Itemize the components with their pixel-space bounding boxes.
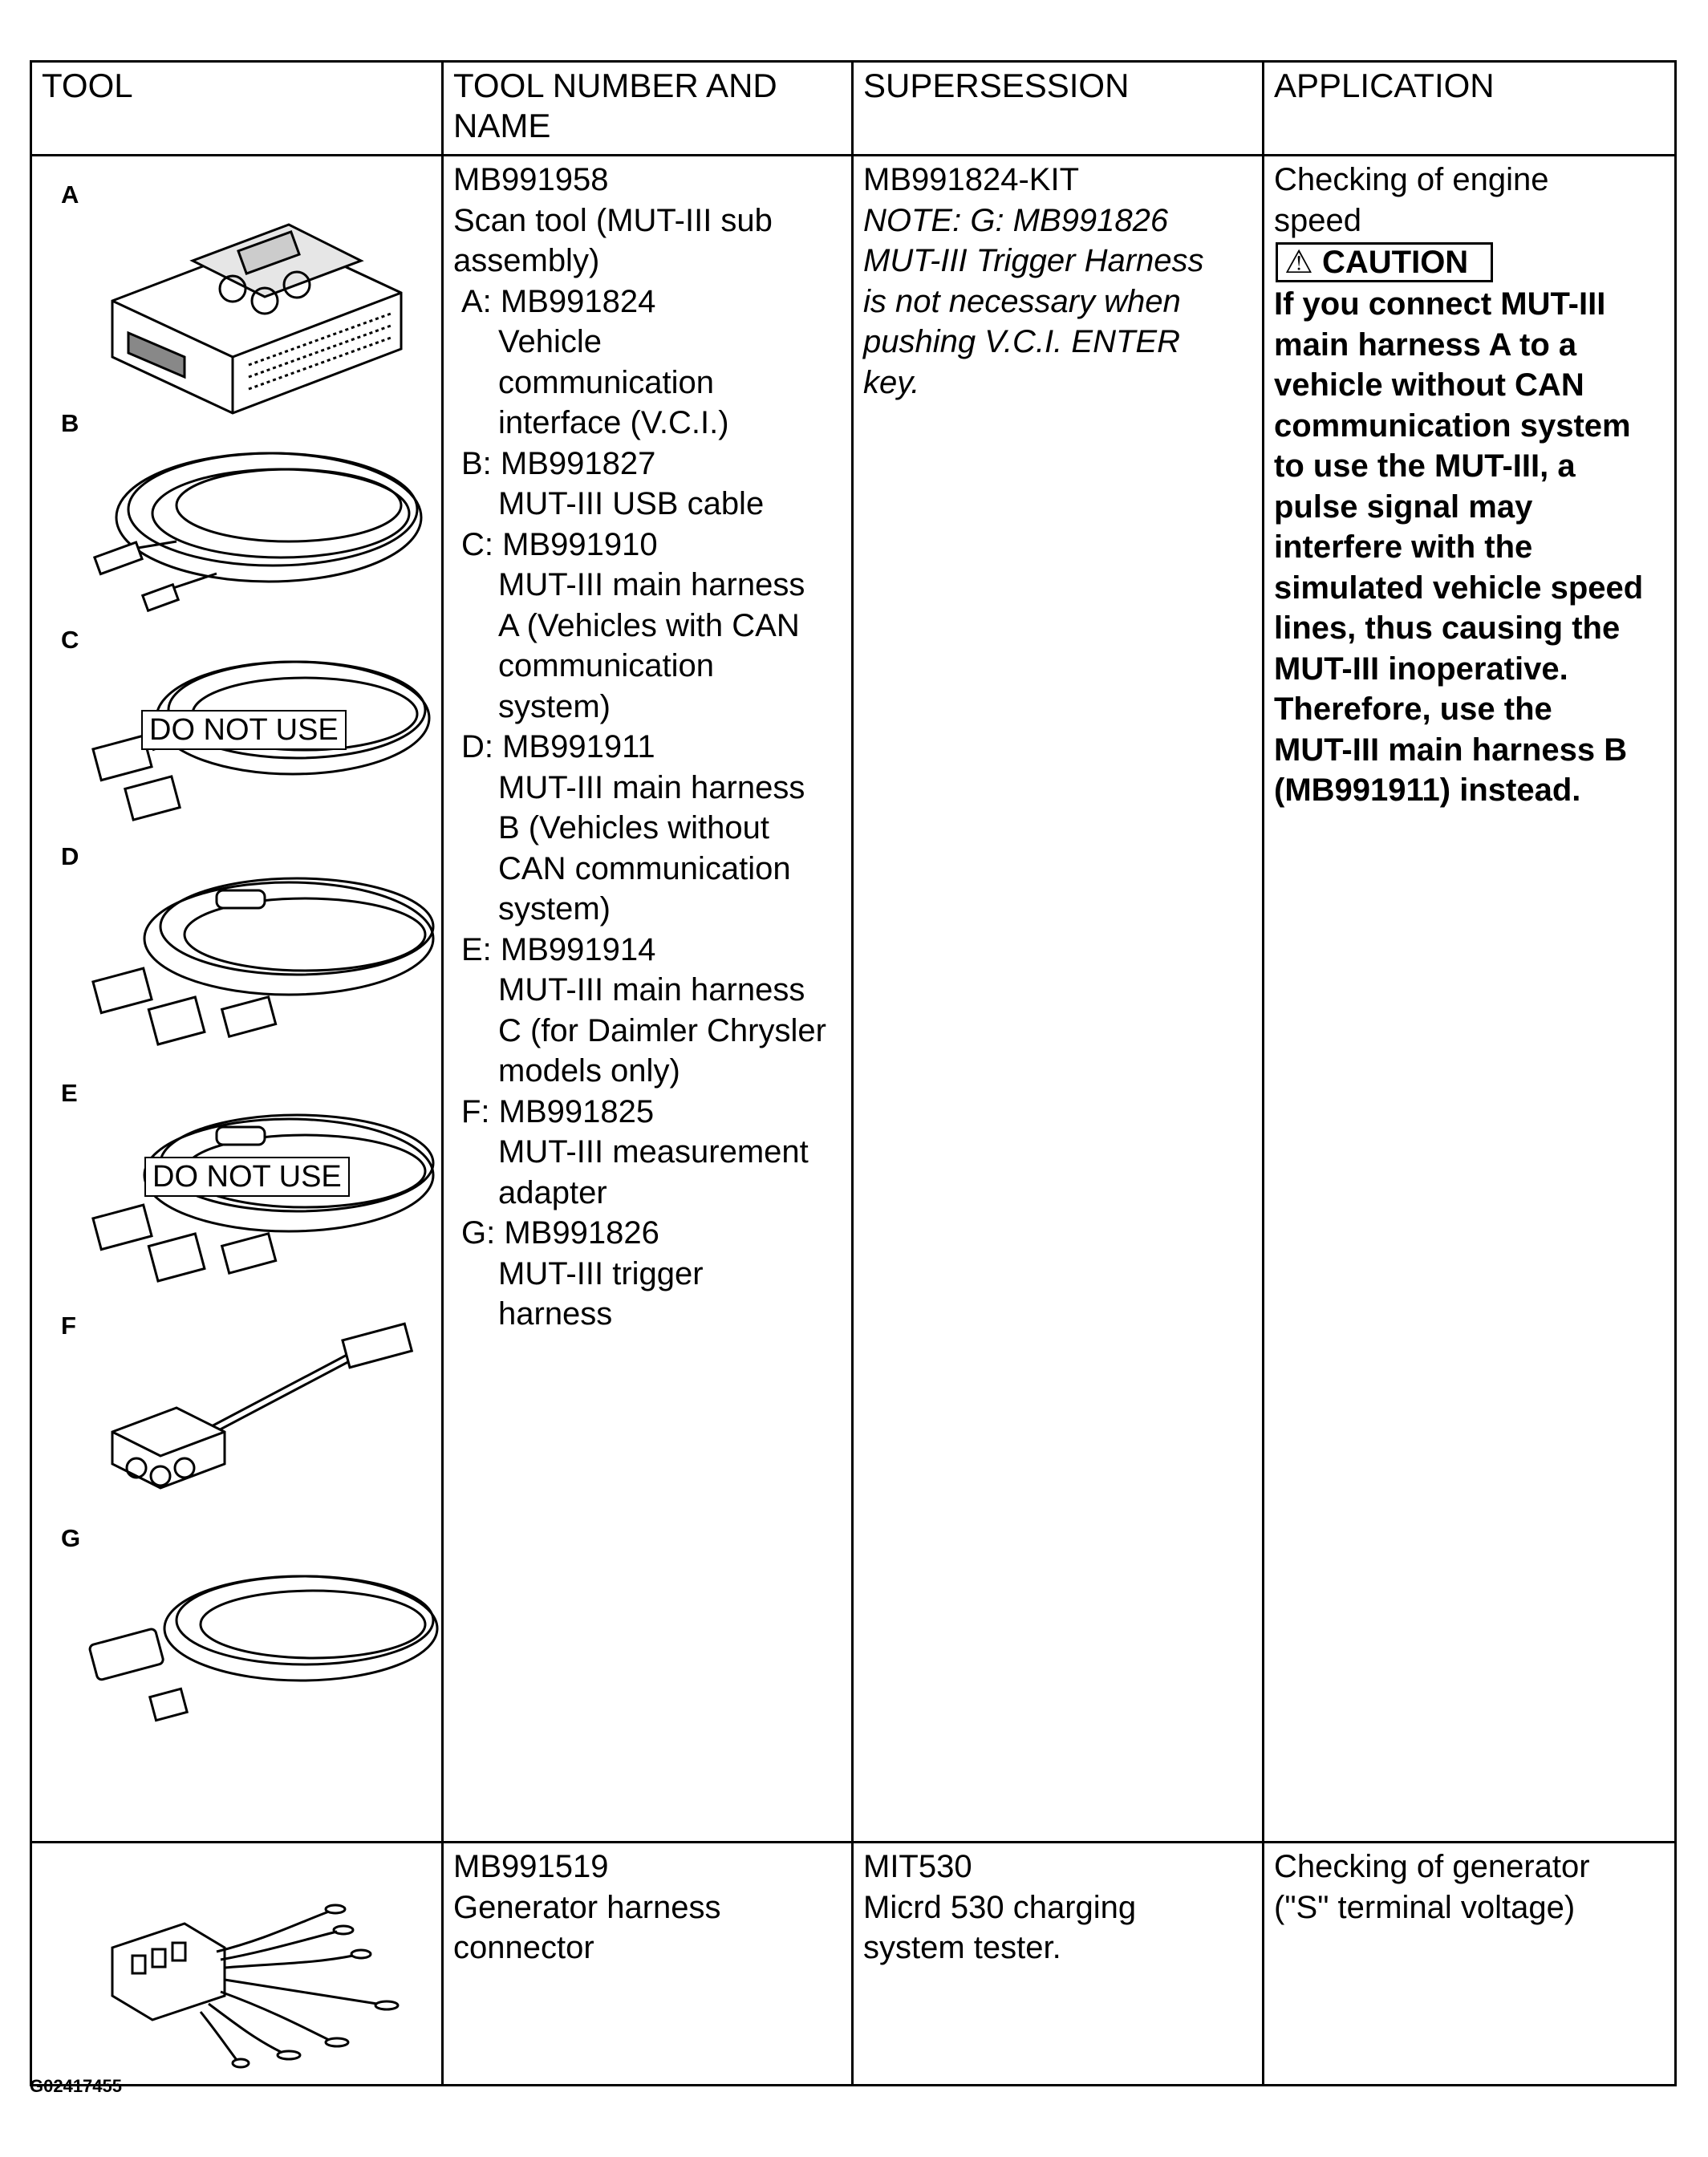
application-line: Checking of generator (1274, 1849, 1590, 1884)
supersession-cell (853, 156, 1264, 1843)
usb-cable-illustration (80, 429, 425, 614)
component-desc-line: A (Vehicles with CAN (498, 607, 800, 643)
supersession-number: MIT530 (863, 1849, 972, 1884)
tool-table-sheet (30, 60, 1674, 2066)
tool-letter-a: A (61, 180, 79, 209)
tool-illustrations-cell (31, 156, 443, 1843)
caution-label: CAUTION (1321, 245, 1469, 280)
tool-letter-e: E (61, 1079, 78, 1107)
component-desc-line: models only) (498, 1053, 680, 1089)
caution-line: (MB991911) instead. (1274, 772, 1581, 808)
component-desc-line: C (for Daimler Chrysler (498, 1012, 826, 1048)
tool-letter-g: G (61, 1524, 81, 1552)
caution-line: communication system (1274, 407, 1631, 444)
caution-badge (1276, 242, 1493, 282)
component-desc-line: MUT-III main harness (498, 567, 805, 602)
supersession-note-line: key. (863, 364, 920, 400)
component-code-e: E: MB991914 (461, 931, 656, 967)
component-desc-line: MUT-III USB cable (498, 486, 765, 521)
supersession-note-line: is not necessary when (863, 283, 1181, 319)
component-desc-line: interface (V.C.I.) (498, 405, 729, 440)
header-tool-number-name: TOOL NUMBER AND NAME (443, 62, 853, 156)
tool-name-line: connector (453, 1930, 594, 1965)
caution-line: simulated vehicle speed (1274, 570, 1644, 606)
component-desc-line: system) (498, 891, 611, 926)
supersession-number: MB991824-KIT (863, 162, 1080, 197)
tool-number: MB991958 (453, 162, 609, 197)
tool-letter-c: C (61, 626, 79, 654)
generator-harness-connector-illustration (88, 1875, 425, 2068)
component-desc-line: MUT-III trigger (498, 1255, 704, 1291)
tool-number-name-cell (443, 1843, 853, 2086)
caution-line: vehicle without CAN (1274, 367, 1584, 403)
main-harness-b-illustration (80, 862, 441, 1047)
application-line: speed (1274, 202, 1361, 238)
application-cell (1264, 1843, 1676, 2086)
caution-line: If you connect MUT-III (1274, 286, 1606, 322)
component-code-f: F: MB991825 (461, 1093, 655, 1129)
component-code-a: A: MB991824 (461, 283, 656, 319)
caution-line: to use the MUT-III, a (1274, 448, 1576, 484)
component-desc-line: communication (498, 648, 715, 683)
supersession-cell (853, 1843, 1264, 2086)
figure-code: G02417455 (30, 2076, 122, 2096)
supersession-note-line: NOTE: G: MB991826 (863, 202, 1169, 238)
tool-letter-d: D (61, 842, 79, 870)
tool-number: MB991519 (453, 1849, 609, 1884)
component-code-b: B: MB991827 (461, 445, 656, 481)
component-desc-line: harness (498, 1296, 613, 1332)
caution-line: pulse signal may (1274, 489, 1533, 525)
header-application: APPLICATION (1264, 62, 1676, 156)
measurement-adapter-illustration (80, 1320, 433, 1504)
warning-triangle-icon: ⚠ (1284, 245, 1313, 280)
component-desc-line: B (Vehicles without (498, 810, 769, 845)
caution-line: Therefore, use the (1274, 691, 1552, 727)
component-desc-line: adapter (498, 1174, 607, 1210)
component-desc-line: MUT-III main harness (498, 972, 805, 1008)
tool-letter-b: B (61, 409, 79, 437)
component-desc-line: CAN communication (498, 850, 791, 886)
component-desc-line: Vehicle (498, 324, 602, 359)
application-cell (1264, 156, 1676, 1843)
header-tool: TOOL (31, 62, 443, 156)
caution-line: MUT-III main harness B (1274, 732, 1628, 768)
tool-number-name-cell (443, 156, 853, 1843)
supersession-note-line: MUT-III Trigger Harness (863, 243, 1204, 278)
table-row (31, 1843, 1676, 2086)
trigger-harness-illustration (80, 1548, 441, 1733)
application-line: Checking of engine (1274, 162, 1549, 197)
application-line: ("S" terminal voltage) (1274, 1889, 1576, 1925)
component-desc-line: MUT-III measurement (498, 1134, 809, 1170)
supersession-desc-line: system tester. (863, 1930, 1061, 1965)
supersession-desc-line: Micrd 530 charging (863, 1889, 1137, 1925)
component-desc-line: communication (498, 364, 715, 400)
supersession-note-line: pushing V.C.I. ENTER (863, 324, 1180, 359)
do-not-use-label-e: DO NOT USE (144, 1157, 350, 1197)
component-code-d: D: MB991911 (461, 729, 655, 764)
caution-line: MUT-III inoperative. (1274, 651, 1568, 687)
vci-unit-illustration (96, 205, 417, 413)
do-not-use-label-c: DO NOT USE (141, 710, 347, 750)
caution-line: interfere with the (1274, 529, 1533, 565)
tool-illustration-cell (31, 1843, 443, 2086)
component-code-g: G: MB991826 (461, 1215, 659, 1251)
component-desc-line: MUT-III main harness (498, 769, 805, 805)
component-code-c: C: MB991910 (461, 526, 658, 562)
component-desc-line: system) (498, 688, 611, 724)
table-row (31, 156, 1676, 1843)
tool-name-line: Scan tool (MUT-III sub (453, 202, 773, 238)
caution-line: lines, thus causing the (1274, 610, 1621, 646)
tool-name-line: assembly) (453, 243, 600, 278)
special-tools-table (30, 60, 1677, 2086)
tool-name-line: Generator harness (453, 1889, 721, 1925)
caution-line: main harness A to a (1274, 326, 1577, 363)
header-supersession: SUPERSESSION (853, 62, 1264, 156)
header-row (31, 62, 1676, 156)
tool-letter-f: F (61, 1312, 76, 1340)
